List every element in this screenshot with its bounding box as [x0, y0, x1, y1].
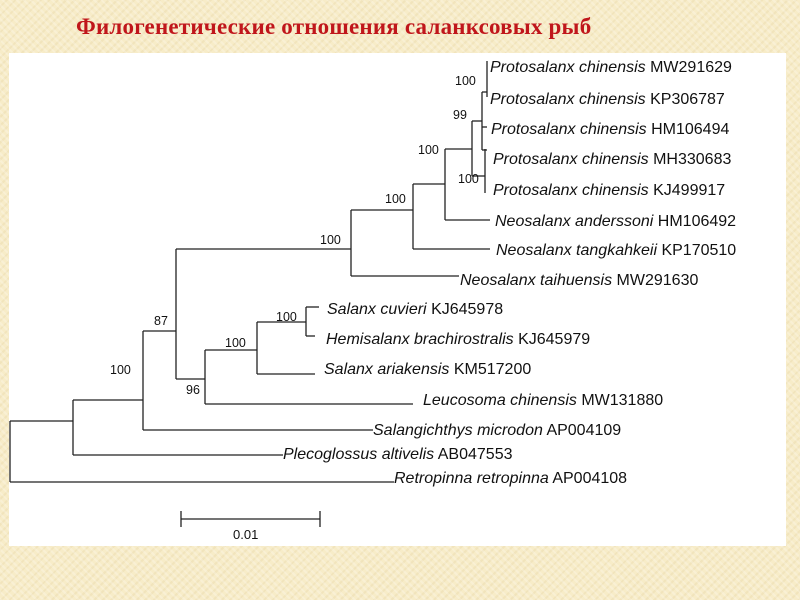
taxon-label: Salanx ariakensis KM517200: [324, 361, 532, 378]
taxon-label: Salanx cuvieri KJ645978: [327, 301, 504, 318]
taxon-label: Protosalanx chinensis MW291629: [490, 59, 732, 76]
bootstrap-values: [110, 74, 479, 397]
taxon-label: Retropinna retropinna AP004108: [394, 470, 628, 487]
bootstrap-label: 100: [110, 363, 131, 377]
phylogenetic-tree: [9, 53, 786, 546]
bootstrap-label: 100: [418, 143, 439, 157]
taxon-label: Hemisalanx brachirostralis KJ645979: [326, 331, 591, 348]
bootstrap-label: 96: [186, 383, 200, 397]
phylogenetic-tree-panel: [9, 53, 786, 546]
bootstrap-label: 100: [225, 336, 246, 350]
taxon-label: Plecoglossus altivelis AB047553: [283, 446, 513, 463]
taxon-label: Leucosoma chinensis MW131880: [423, 392, 664, 409]
bootstrap-label: 100: [458, 172, 479, 186]
taxon-label: Neosalanx tangkahkeii KP170510: [496, 242, 737, 259]
taxon-label: Protosalanx chinensis KP306787: [490, 91, 725, 108]
taxon-label: Protosalanx chinensis KJ499917: [493, 182, 726, 199]
taxon-label: Salangichthys microdon AP004109: [373, 422, 622, 439]
bootstrap-label: 100: [385, 192, 406, 206]
bootstrap-label: 100: [276, 310, 297, 324]
taxon-label: Neosalanx anderssoni HM106492: [495, 213, 737, 230]
bootstrap-label: 87: [154, 314, 168, 328]
taxon-label: Protosalanx chinensis HM106494: [491, 121, 730, 138]
page-title: Филогенетические отношения саланксовых рыб: [76, 14, 592, 39]
bootstrap-label: 99: [453, 108, 467, 122]
bootstrap-label: 100: [320, 233, 341, 247]
bootstrap-label: 100: [455, 74, 476, 88]
taxon-label: Neosalanx taihuensis MW291630: [460, 272, 699, 289]
taxon-label: Protosalanx chinensis MH330683: [493, 151, 732, 168]
scale-bar-label: 0.01: [233, 527, 259, 542]
